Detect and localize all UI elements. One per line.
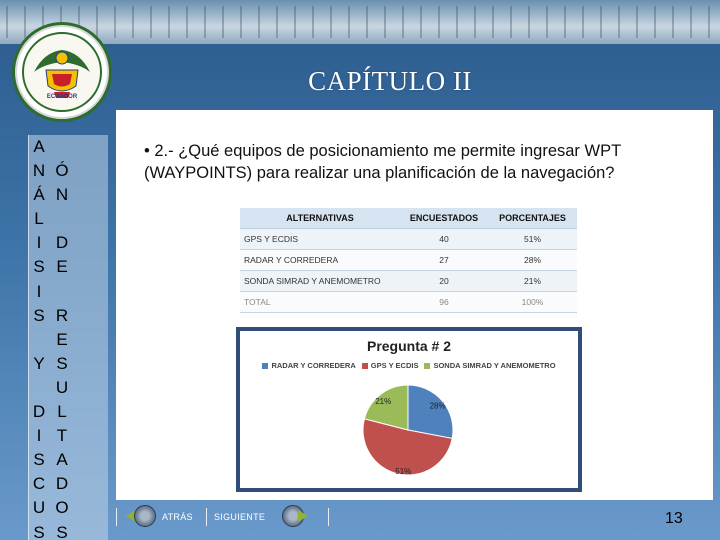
- side-letter: L: [34, 209, 44, 229]
- legend-label: SONDA SIMRAD Y ANEMOMETRO: [433, 361, 556, 370]
- chart-title: Pregunta # 2: [366, 338, 452, 354]
- header-slat: [672, 6, 674, 38]
- header-slat: [456, 6, 458, 38]
- logo-text: ECUADOR: [46, 94, 78, 100]
- pie-chart: [236, 327, 582, 492]
- side-letter: S: [33, 522, 45, 540]
- side-letter: R: [55, 305, 69, 325]
- next-button[interactable]: SIGUIENTE: [214, 512, 266, 522]
- logo-emblem: [22, 32, 102, 112]
- side-letter: S: [33, 450, 45, 470]
- header-slat: [222, 6, 224, 38]
- side-letter: I: [36, 233, 42, 253]
- header-slat: [294, 6, 296, 38]
- side-letter: T: [56, 426, 68, 446]
- table-cell-total-label: TOTAL: [240, 291, 400, 312]
- header-slat: [6, 6, 8, 38]
- header-slat: [348, 6, 350, 38]
- header-slat: [510, 6, 512, 38]
- header-slat: [618, 6, 620, 38]
- side-letter: D: [55, 474, 69, 494]
- side-letter: I: [36, 426, 42, 446]
- side-letter: E: [56, 329, 68, 349]
- side-letter: Y: [33, 353, 45, 373]
- table-cell-alternative: SONDA SIMRAD Y ANEMOMETRO: [240, 270, 400, 291]
- header-slat: [528, 6, 530, 38]
- header-slat: [258, 6, 260, 38]
- header-slat: [564, 6, 566, 38]
- content-panel: [116, 110, 713, 500]
- header-slat: [582, 6, 584, 38]
- header-slat: [132, 6, 134, 38]
- navigation-bar: [116, 500, 331, 532]
- table-row: [240, 228, 577, 249]
- header-slat: [420, 6, 422, 38]
- page-title: CAPÍTULO II: [308, 66, 472, 96]
- table-cell-percent: 28%: [488, 249, 577, 270]
- table-cell-alternative: RADAR Y CORREDERA: [240, 249, 400, 270]
- side-letter: Ó: [55, 161, 69, 181]
- legend-label: RADAR Y CORREDERA: [271, 361, 356, 370]
- header-slat: [384, 6, 386, 38]
- institution-logo: [12, 22, 112, 122]
- header-slat: [402, 6, 404, 38]
- table-header-row: [240, 208, 577, 228]
- pie-label: 51%: [395, 466, 412, 476]
- header-slat: [366, 6, 368, 38]
- header-slat: [276, 6, 278, 38]
- header-slat: [186, 6, 188, 38]
- table-cell-total-count: 96: [400, 291, 488, 312]
- header-slat: [150, 6, 152, 38]
- header-slat: [114, 6, 116, 38]
- side-letter: S: [56, 522, 68, 540]
- nav-divider: [116, 508, 117, 526]
- side-letter: O: [55, 498, 69, 518]
- side-letter: A: [56, 450, 68, 470]
- side-letter: S: [56, 353, 68, 373]
- side-letter: D: [55, 233, 69, 253]
- table-cell-count: 40: [400, 228, 488, 249]
- side-letter: [54, 135, 70, 159]
- side-letter: U: [55, 377, 69, 397]
- header-slat: [492, 6, 494, 38]
- back-button[interactable]: ATRÁS: [162, 512, 193, 522]
- side-letter: C: [32, 474, 46, 494]
- table-row-total: [240, 291, 577, 312]
- header-porcentajes: PORCENTAJES: [488, 208, 577, 228]
- side-letter: Á: [33, 185, 45, 205]
- side-letter: [54, 280, 70, 304]
- next-arrow-icon[interactable]: [298, 510, 308, 522]
- page-number: 13: [665, 510, 683, 527]
- header-slat: [312, 6, 314, 38]
- table-cell-count: 27: [400, 249, 488, 270]
- side-text-left-column: [31, 135, 47, 540]
- side-letter: S: [33, 305, 45, 325]
- side-letter: [31, 328, 47, 352]
- table-cell-total-percent: 100%: [488, 291, 577, 312]
- table-row: [240, 249, 577, 270]
- header-band: [0, 0, 720, 44]
- header-encuestados: ENCUESTADOS: [400, 208, 488, 228]
- side-letter: L: [57, 402, 67, 422]
- legend-label: GPS Y ECDIS: [370, 361, 419, 370]
- side-letter: E: [56, 257, 68, 277]
- header-slat: [546, 6, 548, 38]
- header-slat: [654, 6, 656, 38]
- side-letter: [31, 376, 47, 400]
- side-letter: N: [55, 185, 69, 205]
- pie-label: 21%: [375, 396, 392, 406]
- pie-label: 28%: [429, 401, 446, 411]
- back-gear-icon[interactable]: [134, 505, 156, 527]
- header-slat: [636, 6, 638, 38]
- question-text: • 2.- ¿Qué equipos de posicionamiento me permite ingresar WPT (WAYPOINTS) para realizar una planificación de la navegación?: [144, 142, 621, 182]
- header-slat: [240, 6, 242, 38]
- pie-svg: [240, 331, 578, 488]
- side-letter: U: [32, 498, 46, 518]
- header-slat: [438, 6, 440, 38]
- table-row: [240, 270, 577, 291]
- pie-slice: [408, 385, 453, 438]
- side-letter: [54, 207, 70, 231]
- results-table-container: [240, 208, 577, 318]
- header-slat: [474, 6, 476, 38]
- side-letter: A: [33, 137, 45, 156]
- table-cell-alternative: GPS Y ECDIS: [240, 228, 400, 249]
- header-alternativas: ALTERNATIVAS: [240, 208, 400, 228]
- nav-divider: [206, 508, 207, 526]
- header-slat: [204, 6, 206, 38]
- side-letter: I: [36, 281, 42, 301]
- side-letter: D: [32, 402, 46, 422]
- side-text-right-column: [54, 135, 70, 540]
- header-slat: [708, 6, 710, 38]
- side-vertical-text: [28, 135, 108, 540]
- header-slat: [168, 6, 170, 38]
- table-cell-percent: 51%: [488, 228, 577, 249]
- side-letter: N: [32, 161, 46, 181]
- nav-divider: [328, 508, 329, 526]
- header-slat: [330, 6, 332, 38]
- table-cell-count: 20: [400, 270, 488, 291]
- results-table: [240, 208, 577, 313]
- header-slat: [690, 6, 692, 38]
- side-letter: S: [33, 257, 45, 277]
- table-cell-percent: 21%: [488, 270, 577, 291]
- header-slat: [600, 6, 602, 38]
